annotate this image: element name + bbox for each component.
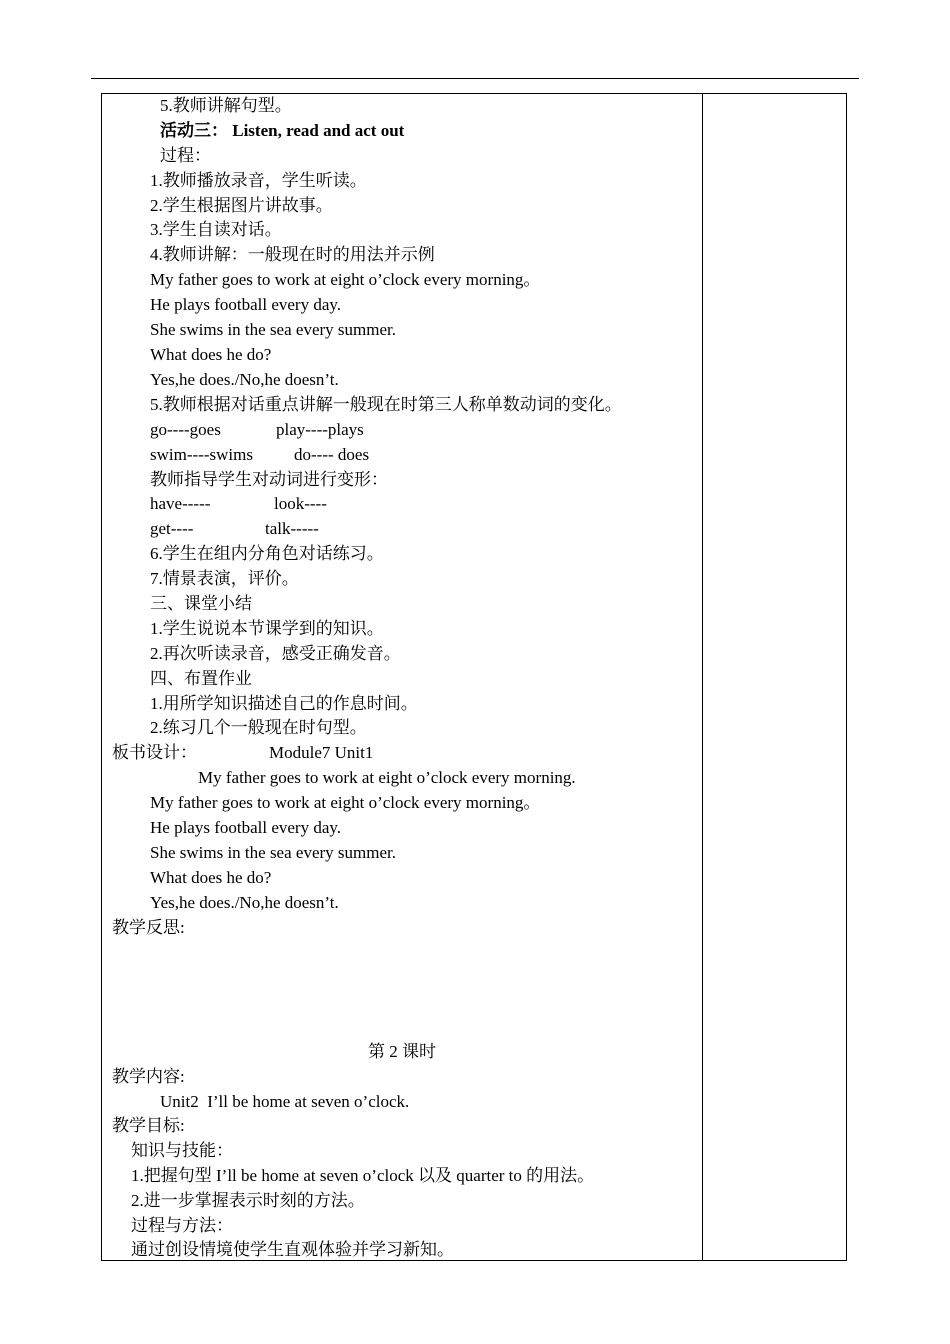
summary-item: 1.学生说说本节课学到的知识。 bbox=[150, 619, 384, 638]
board-sentence: He plays football every day. bbox=[150, 818, 342, 837]
process-step-7: 7.情景表演，评价。 bbox=[150, 569, 299, 588]
teaching-goals-label: 教学目标: bbox=[112, 1116, 185, 1135]
verb-form: do---- does bbox=[294, 445, 370, 464]
verb-blank: talk----- bbox=[265, 519, 319, 538]
board-sentence: What does he do? bbox=[150, 868, 272, 887]
verb-form: go----goes bbox=[150, 420, 221, 439]
example-sentence: What does he do? bbox=[150, 345, 272, 364]
header-rule bbox=[91, 78, 859, 79]
verb-form: swim----swims bbox=[150, 445, 253, 464]
section-summary-heading: 三、课堂小结 bbox=[150, 594, 252, 613]
process-step-6: 6.学生在组内分角色对话练习。 bbox=[150, 544, 384, 563]
process-step-1: 1.教师播放录音，学生听读。 bbox=[150, 171, 367, 190]
homework-item: 2.练习几个一般现在时句型。 bbox=[150, 718, 367, 737]
goal-item: 1.把握句型 I’ll be home at seven o’clock 以及 quarter to 的用法。 bbox=[131, 1166, 595, 1185]
board-sentence: She swims in the sea every summer. bbox=[150, 843, 396, 862]
knowledge-skills-label: 知识与技能： bbox=[131, 1141, 233, 1160]
board-sentence: My father goes to work at eight o’clock every morning。 bbox=[150, 793, 541, 812]
lesson-2-title: 第 2 课时 bbox=[368, 1042, 436, 1061]
verb-practice-label: 教师指导学生对动词进行变形： bbox=[150, 470, 388, 489]
process-methods-label: 过程与方法： bbox=[131, 1216, 233, 1235]
process-step-4: 4.教师讲解：一般现在时的用法并示例 bbox=[150, 245, 435, 264]
process-step-2: 2.学生根据图片讲故事。 bbox=[150, 196, 333, 215]
example-sentence: My father goes to work at eight o’clock every morning。 bbox=[150, 270, 541, 289]
goal-item: 2.进一步掌握表示时刻的方法。 bbox=[131, 1191, 365, 1210]
example-sentence: He plays football every day. bbox=[150, 295, 342, 314]
method-item: 通过创设情境使学生直观体验并学习新知。 bbox=[131, 1240, 454, 1259]
board-sentence: Yes,he does./No,he doesn’t. bbox=[150, 893, 339, 912]
table-column-divider bbox=[702, 93, 703, 1261]
process-step-3: 3.学生自读对话。 bbox=[150, 220, 282, 239]
activity-three-heading: 活动三： Listen, read and act out bbox=[160, 121, 405, 140]
unit-title: Unit2 I’ll be home at seven o’clock. bbox=[160, 1092, 410, 1111]
step-teacher-explains: 5.教师讲解句型。 bbox=[160, 96, 292, 115]
example-sentence: Yes,he does./No,he doesn’t. bbox=[150, 370, 339, 389]
verb-blank: get---- bbox=[150, 519, 194, 538]
verb-blank: have----- bbox=[150, 494, 211, 513]
verb-blank: look---- bbox=[274, 494, 327, 513]
summary-item: 2.再次听读录音，感受正确发音。 bbox=[150, 644, 401, 663]
board-sentence: My father goes to work at eight o’clock every morning. bbox=[198, 768, 576, 787]
reflection-label: 教学反思: bbox=[112, 918, 185, 937]
example-sentence: She swims in the sea every summer. bbox=[150, 320, 396, 339]
section-homework-heading: 四、布置作业 bbox=[150, 669, 252, 688]
process-label: 过程： bbox=[160, 146, 211, 165]
verb-form: play----plays bbox=[276, 420, 364, 439]
homework-item: 1.用所学知识描述自己的作息时间。 bbox=[150, 694, 418, 713]
process-step-5: 5.教师根据对话重点讲解一般现在时第三人称单数动词的变化。 bbox=[150, 395, 622, 414]
board-design-label: 板书设计： bbox=[112, 743, 197, 762]
board-module-title: Module7 Unit1 bbox=[269, 743, 374, 762]
teaching-content-label: 教学内容: bbox=[112, 1067, 185, 1086]
